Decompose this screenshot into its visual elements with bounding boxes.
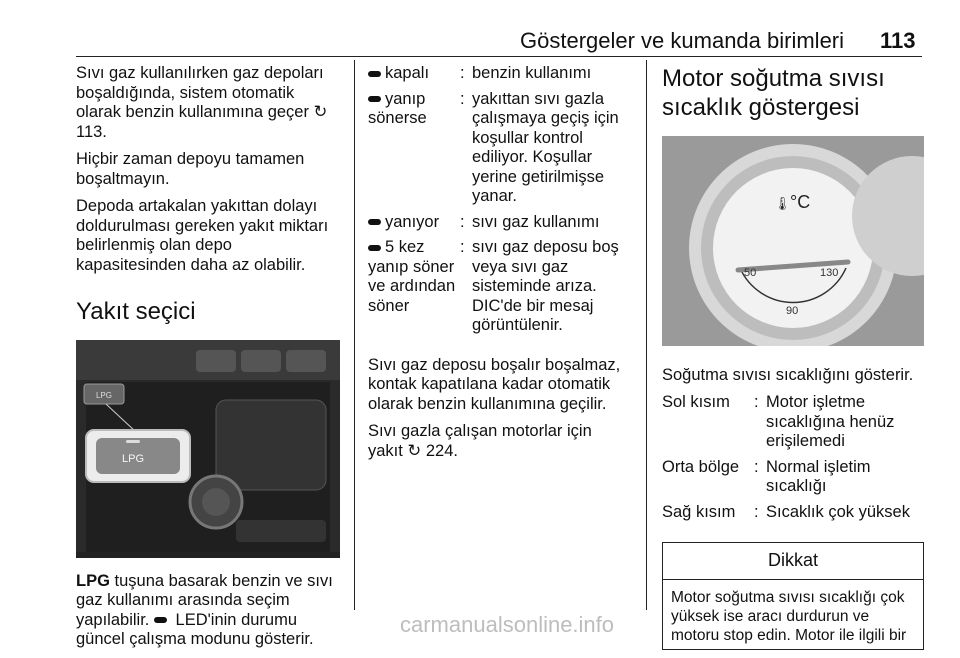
- table-row: Orta bölge : Normal işletim sıcaklığı: [662, 457, 871, 495]
- column-divider-1: [354, 60, 355, 610]
- column-middle: [368, 64, 630, 469]
- column-left: [76, 64, 340, 658]
- led-icon: [368, 245, 381, 251]
- gauge-max-label: 130: [820, 267, 839, 279]
- paragraph-lpg-fuel-ref: Sıvı gazla çalışan motorlar için yakıt ↻ 224.: [368, 422, 592, 460]
- table-row: 5 kez yanıp söner ve ardından söner : sıvı gaz deposu boş veya sıvı gaz sisteminde arıza. DIC'de bir mesaj görüntülenir.: [368, 238, 619, 334]
- header-title: Göstergeler ve kumanda birimleri: [520, 28, 845, 53]
- gauge-mid-label: 90: [786, 305, 799, 317]
- led-state-table: [368, 64, 630, 342]
- paragraph-remaining-fuel: Depoda artakalan yakıttan dolayı doldurulması gereken yakıt miktarı belirlenmiş olan depo kapasitesinden daha az olabilir.: [76, 197, 329, 274]
- led-icon: [368, 96, 381, 102]
- caution-box: [662, 542, 924, 650]
- page-number: 113: [880, 28, 916, 53]
- lpg-button-name: LPG: [76, 571, 110, 590]
- gauge-unit: °C: [790, 192, 811, 212]
- coolant-gauge-heading: Motor soğutma sıvısı sıcaklık göstergesi: [662, 65, 885, 121]
- table-row: Sağ kısım : Sıcaklık çok yüksek: [662, 502, 910, 521]
- coolant-zone-table: [662, 393, 924, 528]
- header-divider: [76, 56, 922, 57]
- paragraph-lpg-empty: Sıvı gaz kullanılırken gaz depoları boşaldığında, sistem otomatik olarak benzin kullanımına geçer ↻ 113.: [76, 64, 328, 141]
- led-icon: [368, 71, 381, 77]
- table-row: yanıyor : sıvı gaz kullanımı: [368, 213, 630, 239]
- lpg-button-label: LPG: [121, 453, 145, 465]
- caution-title: Dikkat: [663, 543, 923, 580]
- thermometer-icon: 🌡: [774, 196, 791, 211]
- fuel-selector-heading: Yakıt seçici: [76, 298, 196, 325]
- paragraph-auto-switch: Sıvı gaz deposu boşalır boşalmaz, kontak kapatılana kadar otomatik olarak benzin kullanımına geçilir.: [368, 355, 621, 413]
- column-divider-2: [646, 60, 647, 610]
- lpg-small-button-label: LPG: [95, 391, 113, 400]
- led-icon: [154, 617, 167, 623]
- fuel-selector-photo: [76, 340, 340, 558]
- led-icon: [368, 219, 381, 225]
- coolant-gauge-caption: Soğutma sıvısı sıcaklığını gösterir.: [662, 365, 914, 384]
- table-row: yanıp sönerse : yakıttan sıvı gazla çalışmaya geçiş için koşullar kontrol ediliyor. Koşullar yerine getirilmişse yanar.: [368, 89, 619, 205]
- paragraph-never-empty: Hiçbir zaman depoyu tamamen boşaltmayın.: [76, 150, 305, 188]
- watermark: carmanualsonline.info: [400, 612, 615, 637]
- fuel-selector-caption: LPG tuşuna basarak benzin ve sıvı gaz kullanımı arasında seçim yapılabilir. LED'inin durumu güncel çalışma modunu gösterir.: [76, 571, 333, 648]
- table-row: Sol kısım : Motor işletme sıcaklığına henüz erişilemedi: [662, 393, 895, 450]
- table-row: kapalı : benzin kullanımı: [368, 64, 630, 90]
- gauge-min-label: 50: [744, 267, 757, 279]
- column-right: [662, 64, 924, 650]
- coolant-gauge-photo: [662, 136, 924, 352]
- caution-text: Motor soğutma sıvısı sıcaklığı çok yüksek ise aracı durdurun ve motoru stop edin. Motor ile ilgili bir: [671, 588, 907, 644]
